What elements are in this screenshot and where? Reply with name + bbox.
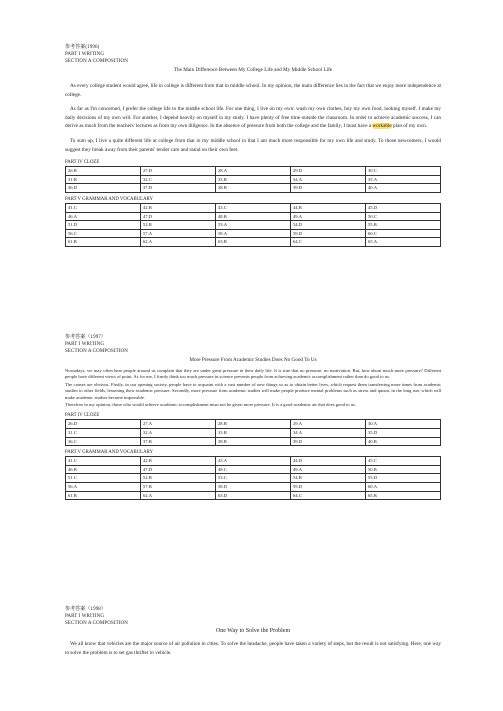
essay-paragraph xyxy=(65,105,441,131)
answer-cell: 52.B xyxy=(141,221,216,230)
answer-cell: 63.D xyxy=(216,491,291,500)
answer-cell: 32.A xyxy=(141,429,216,438)
section-header: 参考答案（1997） xyxy=(65,335,107,340)
answer-cell: 38.B xyxy=(216,437,291,446)
answer-cell: 60.C xyxy=(366,229,441,238)
answer-cell: 33.B xyxy=(216,175,291,184)
answer-cell: 26.B xyxy=(66,167,141,176)
answer-cell: 33.B xyxy=(216,429,291,438)
table-row xyxy=(66,420,441,429)
answer-cell: 42.B xyxy=(141,457,216,466)
essay-paragraph: The causes are obvious. Firstly, in our opening society, people have to acquaint with a vast number of new things so as to obtain better lives, which request them transferring more times from academic studies to other fields, lessening their academic pressure. Secondly, more pressure from academic studies will make people produce mental problems such as stress and quism, in the long run, which will make academic studies become impossible. xyxy=(65,381,441,400)
highlighted-word: workable xyxy=(372,123,392,130)
answer-cell: 46.B xyxy=(66,465,141,474)
table-row xyxy=(66,212,441,221)
table-row xyxy=(66,457,441,466)
answer-cell: 35.D xyxy=(366,429,441,438)
answer-cell: 29.D xyxy=(291,167,366,176)
answer-cell: 39.D xyxy=(291,184,366,193)
answer-cell: 63.B xyxy=(216,238,291,247)
answer-cell: 45.C xyxy=(366,457,441,466)
cloze-answer-table xyxy=(65,166,441,193)
table-row xyxy=(66,465,441,474)
essay-title: More Pressure From Academic Studies Does No Good To Us xyxy=(189,357,317,363)
answer-cell: 55.D xyxy=(366,474,441,483)
answer-cell: 49.A xyxy=(291,212,366,221)
table-row xyxy=(66,429,441,438)
answer-cell: 37.D xyxy=(141,184,216,193)
answer-cell: 43.C xyxy=(216,203,291,212)
essay-paragraph: As every college student would agree, life in college is different from that in middle school. In my opinion, the main difference lies in the fact that we enjoy more independence at college. xyxy=(65,83,441,98)
answer-cell: 44.B xyxy=(291,203,366,212)
answer-cell: 52.B xyxy=(141,474,216,483)
table-row xyxy=(66,483,441,492)
answer-cell: 47.D xyxy=(141,465,216,474)
cloze-answer-table xyxy=(65,419,441,446)
answer-cell: 38.B xyxy=(216,184,291,193)
answer-cell: 29.A xyxy=(291,420,366,429)
answer-cell: 32.C xyxy=(141,175,216,184)
grammar-answer-table xyxy=(65,456,441,500)
answer-cell: 41.C xyxy=(66,457,141,466)
answer-cell: 50.B xyxy=(366,465,441,474)
section-label: SECTION A COMPOSITION xyxy=(65,59,128,64)
essay-title: One Way to Solve the Problem xyxy=(215,628,291,634)
answer-cell: 58.D xyxy=(216,483,291,492)
answer-cell: 46.A xyxy=(66,212,141,221)
answers-1997 xyxy=(65,334,441,500)
table-row xyxy=(66,184,441,193)
answer-cell: 41.C xyxy=(66,203,141,212)
table-row xyxy=(66,167,441,176)
section-header: 参考答案(1996) xyxy=(65,45,100,50)
answer-cell: 57.B xyxy=(141,483,216,492)
essay-paragraph: We all know that vehicles are the major source of air pollution in cities. To solve the headache, people have taken a variety of steps, but the result is not satisfying. Here, one way to solve the problem is to set gas thrifter in vehicle. xyxy=(65,641,441,656)
part-label: PART I WRITING xyxy=(65,342,105,347)
answer-cell: 30.C xyxy=(366,167,441,176)
answer-cell: 59.D xyxy=(291,483,366,492)
answer-cell: 50.C xyxy=(366,212,441,221)
cloze-label: PART IV CLOZE xyxy=(65,160,100,166)
answer-cell: 56.C xyxy=(66,229,141,238)
answer-cell: 49.A xyxy=(291,465,366,474)
answer-cell: 43.A xyxy=(216,457,291,466)
answer-cell: 44.D xyxy=(291,457,366,466)
answer-cell: 40.A xyxy=(366,184,441,193)
answers-1998 xyxy=(65,606,441,663)
table-row xyxy=(66,175,441,184)
answer-cell: 36.C xyxy=(66,437,141,446)
section-header: 参考答案（1998） xyxy=(65,607,107,612)
answer-cell: 27.D xyxy=(141,167,216,176)
answer-cell: 39.D xyxy=(291,437,366,446)
answer-cell: 54.B xyxy=(291,474,366,483)
answer-cell: 64.C xyxy=(291,491,366,500)
answer-cell: 61.B xyxy=(66,491,141,500)
answer-cell: 58.A xyxy=(216,229,291,238)
answer-cell: 34.A xyxy=(291,429,366,438)
answer-cell: 37.B xyxy=(141,437,216,446)
answer-cell: 53.A xyxy=(216,221,291,230)
answer-cell: 65.A xyxy=(366,238,441,247)
answer-cell: 57.A xyxy=(141,229,216,238)
essay-paragraph: Therefore in my opinion, those who would achieve academic accomplishment must not be given more pressure. It is a good academic air that does good to us. xyxy=(65,402,356,408)
answer-cell: 53.C xyxy=(216,474,291,483)
essay-title: The Main Difference Between My College Life and My Middle School Life xyxy=(173,67,333,73)
answer-cell: 26.D xyxy=(66,420,141,429)
answer-cell: 61.B xyxy=(66,238,141,247)
answer-cell: 42.B xyxy=(141,203,216,212)
section-label: SECTION A COMPOSITION xyxy=(65,621,128,626)
table-row xyxy=(66,491,441,500)
table-row xyxy=(66,437,441,446)
answer-cell: 28.B xyxy=(216,420,291,429)
answers-1996 xyxy=(65,44,441,247)
answer-cell: 35.A xyxy=(366,175,441,184)
part-label: PART I WRITING xyxy=(65,52,105,57)
answer-cell: 65.B xyxy=(366,491,441,500)
answer-cell: 45.D xyxy=(366,203,441,212)
answer-cell: 30.A xyxy=(366,420,441,429)
essay-paragraph-text: As far as I'm concerned, I prefer the college life to the middle school life. For one thing, I live on my own: wash my own clothes, buy my own food, looking myself. I make my daily decisions of my own will. For another, I depend heavily on myself in my study. I have plenty of free time outside the classroom. In order to achieve academic success, I can derive as much from the teachers' lectures as from my own diligence. In the absence of pressure from both the college and the family, I must have a workable plan of my own. xyxy=(65,106,441,130)
grammar-answer-table xyxy=(65,203,441,247)
answer-cell: 47.D xyxy=(141,212,216,221)
answer-cell: 59.D xyxy=(291,229,366,238)
essay-paragraph: To sum up, I live a quite different life at college from that in my middle school in that I am much more responsible for my own life and study. To those newcomers, I would suggest they break away from their parents' tender care and stand on their own feet. xyxy=(65,137,441,153)
answer-cell: 55.B xyxy=(366,221,441,230)
answer-cell: 34.A xyxy=(291,175,366,184)
table-row xyxy=(66,229,441,238)
answer-cell: 51.D xyxy=(66,221,141,230)
table-row xyxy=(66,474,441,483)
answer-cell: 31.B xyxy=(66,175,141,184)
answer-cell: 54.D xyxy=(291,221,366,230)
table-row xyxy=(66,203,441,212)
answer-cell: 40.B xyxy=(366,437,441,446)
grammar-label: PART V GRAMMAR AND VOCABULARY xyxy=(65,196,153,202)
answer-cell: 36.D xyxy=(66,184,141,193)
table-row xyxy=(66,238,441,247)
section-label: SECTION A COMPOSITION xyxy=(65,349,128,354)
answer-cell: 62.A xyxy=(141,491,216,500)
answer-cell: 62.A xyxy=(141,238,216,247)
answer-cell: 51.C xyxy=(66,474,141,483)
answer-cell: 28.A xyxy=(216,167,291,176)
answer-cell: 56.A xyxy=(66,483,141,492)
grammar-label: PART V GRAMMAR AND VOCABULARY xyxy=(65,450,153,456)
answer-cell: 31.C xyxy=(66,429,141,438)
essay-paragraph: Nowadays, we may often hear people around us complain that they are under great pressure in their daily life. It is true that no pressure, no motivation. But, how about much more pressure? Different people have different views of point. As for me, I firmly think too much pressure in science prevents people from achieving academic accomplishment rather than do good to us. xyxy=(65,368,441,380)
part-label: PART I WRITING xyxy=(65,614,105,619)
table-row xyxy=(66,221,441,230)
cloze-label: PART IV CLOZE xyxy=(65,413,100,419)
answer-cell: 60.A xyxy=(366,483,441,492)
answer-cell: 27.A xyxy=(141,420,216,429)
answer-cell: 48.B xyxy=(216,212,291,221)
answer-cell: 48.C xyxy=(216,465,291,474)
answer-cell: 64.C xyxy=(291,238,366,247)
